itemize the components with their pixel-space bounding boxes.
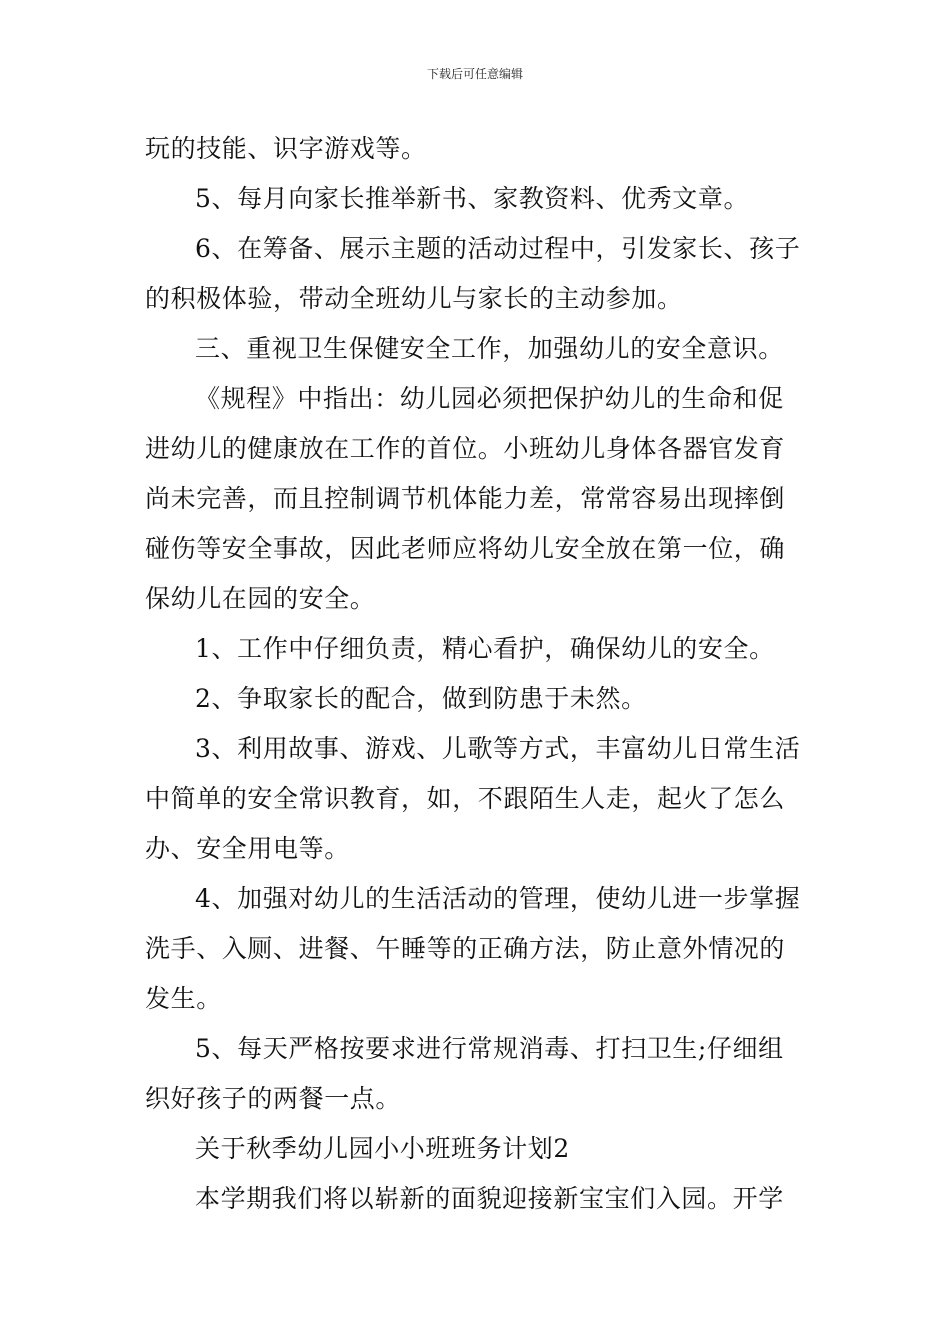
text-line: 本学期我们将以崭新的面貌迎接新宝宝们入园。开学 bbox=[195, 1184, 784, 1213]
text-line: 5、每天严格按要求进行常规消毒、打扫卫生;仔细组 bbox=[195, 1034, 784, 1063]
text-line: 办、安全用电等。 bbox=[145, 834, 350, 863]
text-line: 洗手、入厕、进餐、午睡等的正确方法，防止意外情况的 bbox=[145, 934, 786, 963]
text-line: 碰伤等安全事故，因此老师应将幼儿安全放在第一位，确 bbox=[145, 534, 786, 563]
text-line: 3、利用故事、游戏、儿歌等方式，丰富幼儿日常生活 bbox=[195, 734, 801, 763]
text-line: 的积极体验，带动全班幼儿与家长的主动参加。 bbox=[145, 284, 683, 313]
text-line: 尚未完善，而且控制调节机体能力差，常常容易出现摔倒 bbox=[145, 484, 786, 513]
text-line: 2、争取家长的配合，做到防患于未然。 bbox=[195, 684, 647, 713]
text-line: 进幼儿的健康放在工作的首位。小班幼儿身体各器官发育 bbox=[145, 434, 786, 463]
text-line: 1、工作中仔细负责，精心看护，确保幼儿的安全。 bbox=[195, 634, 775, 663]
text-line: 发生。 bbox=[145, 984, 222, 1013]
section-heading: 三、重视卫生保健安全工作，加强幼儿的安全意识。 bbox=[195, 334, 784, 363]
text-line: 4、加强对幼儿的生活活动的管理，使幼儿进一步掌握 bbox=[195, 884, 801, 913]
text-line: 5、每月向家长推举新书、家教资料、优秀文章。 bbox=[195, 184, 750, 213]
text-line: 保幼儿在园的安全。 bbox=[145, 584, 376, 613]
text-line: 织好孩子的两餐一点。 bbox=[145, 1084, 402, 1113]
text-line: 玩的技能、识字游戏等。 bbox=[145, 134, 427, 163]
text-line: 6、在筹备、展示主题的活动过程中，引发家长、孩子 bbox=[195, 234, 801, 263]
page-header: 下载后可任意编辑 bbox=[426, 67, 523, 81]
document-title: 关于秋季幼儿园小小班班务计划2 bbox=[195, 1134, 570, 1163]
text-line: 《规程》中指出：幼儿园必须把保护幼儿的生命和促 bbox=[195, 384, 784, 413]
text-line: 中简单的安全常识教育，如，不跟陌生人走，起火了怎么 bbox=[145, 784, 786, 813]
